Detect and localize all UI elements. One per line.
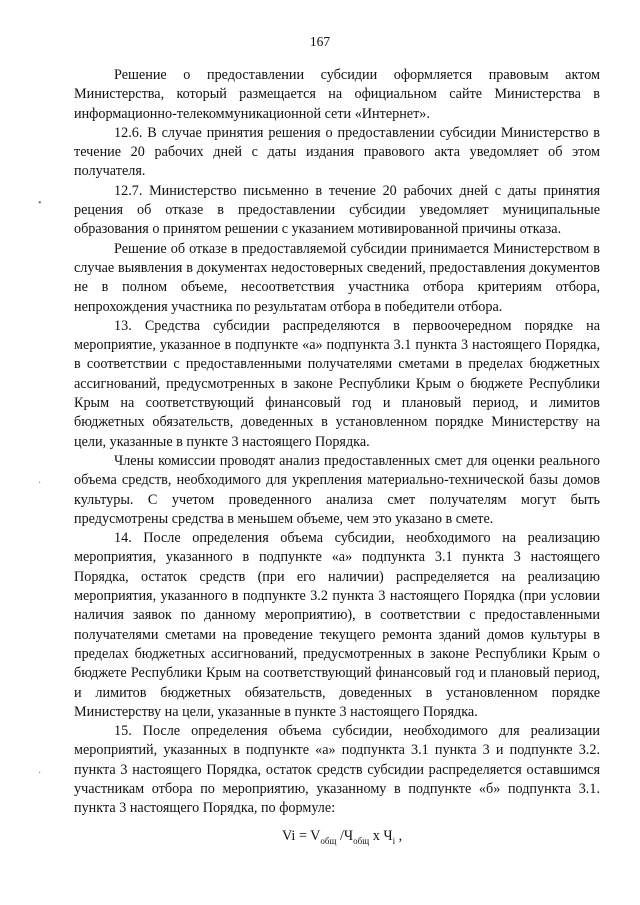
page-number: 167 [309, 34, 331, 49]
formula-subscript: общ [320, 835, 337, 846]
paragraph: Решение об отказе в предоставляемой субсидии принимается Министерством в случае выявления в документах недостоверных сведений, предоставления документов не в полном объеме, несоответствия участника отбора критериям отбора, непрохождения участника по результатам отбора в победители отбора. [74, 240, 600, 315]
paragraph: Решение о предоставлении субсидии оформляется правовым актом Министерства, который размещается на официальном сайте Министерства в информационно-телекоммуникационной сети «Интернет». [74, 67, 600, 122]
paragraph-12-7: 12.7. Министерство письменно в течение 20 рабочих дней с даты принятия рецения об отказе в предоставлении субсидии уведомляет муниципальные образования о принятом решении с указанием мотивированной причины отказа. [74, 182, 600, 238]
formula-part: x Ч [369, 827, 393, 844]
paragraph-15: 15. После определения объема субсидии, необходимого для реализации мероприятий, указанных в подпункте «а» подпункта 3.1 пункта 3 и подпункте 3.2. пункта 3 настоящего Порядка, остаток средств субсидии распределяется оставшимся участникам отбора по мероприятию, указанному в подпункте «б» подпункта 3.1. пункта 3 настоящего Порядка, по формуле: [74, 723, 600, 817]
paragraph-13: 13. Средства субсидии распределяются в первоочередном порядке на мероприятие, указанное в подпункте «а» подпункта 3.1 пункта 3 настоящего Порядка, в соответствии с предоставленными получателями сметами в пределах бюджетных ассигнований, предусмотренных в законе Республики Крым о бюджете Республики Крым на соответствующий финансовый год и плановый период, и лимитов бюджетных обязательств, доведенных в установленном порядке Министерству на цели, указанные в пункте 3 настоящего Порядка. [74, 317, 600, 450]
paragraph-14: 14. После определения объема субсидии, необходимого на реализацию мероприятия, указанного в подпункте «а» подпункта 3.1 пункта 3 настоящего Порядка, остаток средств (при его наличии) распределяется на реализацию мероприятия, указанного в подпункте 3.2 пункта 3 настоящего Порядка (при условии наличия заявок по данному мероприятию), в соответствии с предоставленными получателями сметами на проведение текущего ремонта зданий домов культуры в пределах бюджетных ассигнований, предусмотренных в законе Республики Крым о бюджете Республики Крым на соответствующий финансовый год и плановый период, и лимитов бюджетных обязательств, доведенных в установленном порядке Министерству на цели, указанные в пункте 3 настоящего Порядка. [74, 530, 600, 720]
scan-mark: · [38, 478, 42, 489]
formula-subscript: i [392, 835, 396, 846]
formula-subscript: общ [353, 835, 370, 846]
document-body [74, 66, 600, 851]
formula-part: /Ч [336, 827, 354, 844]
paragraph: Члены комиссии проводят анализ предоставленных смет для оценки реального объема средств, необходимого для укрепления материально-технической базы домов культуры. С учетом проведенного анализа смет получателям могут быть предусмотрены средства в меньшем объеме, чем это указано в смете. [74, 452, 600, 527]
scan-mark: • [38, 198, 42, 209]
formula-part: Vi = V [282, 827, 321, 844]
scan-mark: · [38, 768, 42, 779]
paragraph-12-6: 12.6. В случае принятия решения о предоставлении субсидии Министерство в течение 20 рабочих дней с даты издания правового акта уведомляет об этом получателя. [74, 124, 600, 180]
formula-part: , [395, 827, 403, 844]
formula [74, 827, 600, 851]
